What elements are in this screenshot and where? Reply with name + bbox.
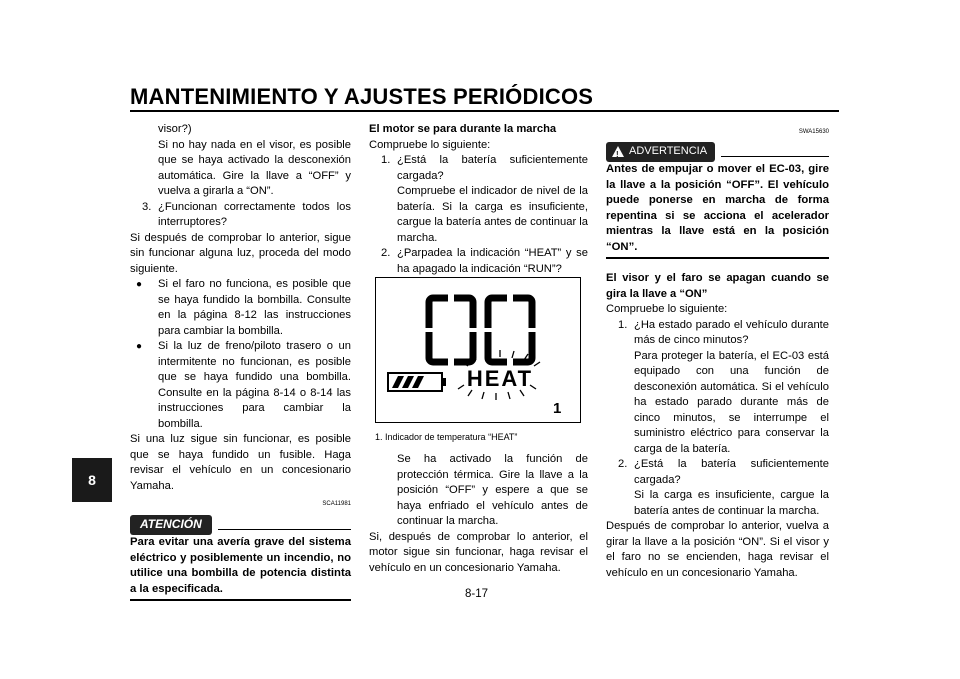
paragraph: Si una luz sigue sin funcionar, es posible que se haya fundido un fusible. Haga revisar el vehículo en un concesionario Yamaha. [130, 433, 351, 492]
title-rule [130, 110, 839, 112]
paragraph: Compruebe el indicador de nivel de la batería. Si la carga es insuficiente, cargue la batería antes de continuar la marcha. [397, 185, 588, 244]
caution-badge: ATENCIÓN [130, 515, 212, 536]
warning-badge [606, 142, 715, 163]
list-number: 1. [618, 318, 628, 331]
display-figure [375, 277, 581, 423]
list-number: 1. [381, 154, 391, 166]
bullet-item [130, 277, 351, 339]
caution-end-rule [130, 599, 351, 601]
paragraph: visor?) [158, 123, 192, 135]
meter-display-illustration [376, 278, 580, 422]
paragraph: Después de comprobar lo anterior, vuelva a girar la llave a la posición “ON”. Si el visor y el faro no se encienden, haga revisar el vehículo en un concesionario Yamaha. [606, 520, 829, 579]
paragraph: Si, después de comprobar lo anterior, el motor sigue sin funcionar, haga revisar el vehículo en un concesionario Yamaha. [369, 530, 588, 574]
warning-label: ADVERTENCIA [629, 144, 708, 157]
list-number: 2. [618, 458, 628, 470]
list-text: ¿Ha estado parado el vehículo durante más de cinco minutos? [634, 318, 829, 346]
caution-code: SCA11981 [322, 501, 351, 507]
list-item [369, 153, 588, 184]
caution-header [130, 515, 351, 536]
list-item [606, 457, 829, 488]
chapter-tab: 8 [72, 458, 112, 502]
list-item [606, 318, 829, 349]
heat-label: HEAT [466, 366, 534, 391]
section-heading: El visor y el faro se apagan cuando se gira la llave a “ON” [606, 272, 829, 300]
list-text: ¿Funcionan correctamente todos los interruptores? [158, 200, 351, 228]
column-middle-continued [369, 452, 588, 576]
list-number: 3. [142, 200, 152, 213]
paragraph: Si la carga es insuficiente, cargue la batería antes de continuar la marcha. [634, 489, 829, 517]
paragraph: Compruebe lo siguiente: [606, 303, 728, 315]
warning-triangle-icon: ! [612, 146, 624, 157]
list-text: ¿Parpadea la indicación “HEAT” y se ha apagado la indicación “RUN”? [397, 247, 588, 275]
bullet-icon: ● [136, 341, 143, 352]
bullet-icon: ● [136, 279, 143, 290]
paragraph: Para proteger la batería, el EC-03 está equipado con una función de desconexión automática. Si el vehículo ha estado parado durante más de cinco minutos, se interrumpe el suministro eléctrico para conservar la carga de la batería. [634, 349, 829, 455]
list-number: 2. [381, 247, 391, 259]
callout-number: 1 [553, 400, 562, 417]
list-item [369, 246, 588, 277]
bullet-item [130, 339, 351, 432]
list-text: ¿Está la batería suficientemente cargada? [397, 154, 588, 182]
column-middle [369, 122, 588, 277]
warning-header [606, 142, 829, 163]
bullet-text: Si el faro no funciona, es posible que se haya fundido la bombilla. Consulte en la página 8-12 las instrucciones para cambiar la bombilla. [158, 278, 351, 337]
battery-gauge-icon [388, 373, 446, 391]
paragraph: Si no hay nada en el visor, es posible que se haya activado la desconexión automática. Gire la llave a “OFF” y vuelva a girarla a “ON”. [158, 138, 351, 197]
paragraph: Se ha activado la función de protección térmica. Gire la llave a la posición “OFF” y espere a que se haya enfriado el vehículo antes de continuar la marcha. [397, 453, 588, 527]
warning-text: Antes de empujar o mover el EC-03, gire la llave a la posición “OFF”. El vehículo puede ponerse en marcha de forma repentina si se acciona el acelerador mientras la llave está en la posición “ON”. [606, 163, 829, 253]
list-text: ¿Está la batería suficientemente cargada? [634, 458, 829, 486]
warning-rule [721, 156, 829, 157]
paragraph: Compruebe lo siguiente: [369, 138, 491, 151]
caution-rule [218, 529, 351, 530]
paragraph: Si después de comprobar lo anterior, sigue sin funcionar alguna luz, proceda del modo siguiente. [130, 231, 351, 275]
column-right [606, 122, 829, 581]
bullet-text: Si la luz de freno/piloto trasero o un intermitente no funcionan, es posible que se haya fundido una bombilla. Consulte en la página 8-14 o 8-14 las instrucciones para cambiar la bombilla. [158, 340, 351, 430]
warning-code: SWA15630 [798, 129, 829, 135]
list-item [130, 200, 351, 231]
column-left [130, 122, 351, 601]
page-number: 8-17 [465, 588, 489, 600]
figure-caption: 1. Indicador de temperatura “HEAT” [375, 432, 518, 442]
page-title: MANTENIMIENTO Y AJUSTES PERIÓDICOS [130, 84, 594, 109]
section-heading: El motor se para durante la marcha [369, 123, 557, 135]
caution-text: Para evitar una avería grave del sistema eléctrico y posiblemente un incendio, no utilice una bombilla de potencia distinta a la especificada. [130, 536, 351, 595]
